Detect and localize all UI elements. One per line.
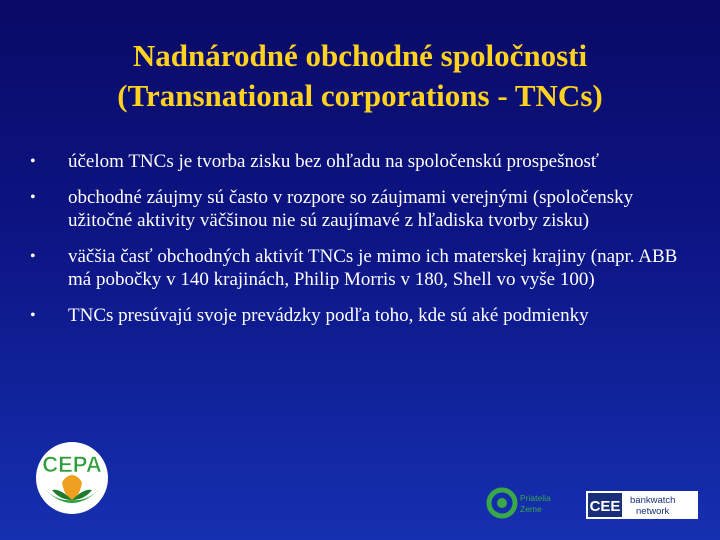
slide-title bbox=[0, 36, 720, 116]
bankwatch-cee-text: CEE bbox=[589, 498, 621, 515]
bullet-text: TNCs presúvajú svoje prevádzky podľa toho, kde sú aké podmienky bbox=[68, 304, 589, 326]
priatelia-zeme-text-1: Priatelia bbox=[520, 493, 551, 503]
priatelia-zeme-logo bbox=[486, 486, 578, 520]
bankwatch-text-1: bankwatch bbox=[630, 495, 676, 506]
bullet-icon: • bbox=[30, 247, 36, 265]
bullet-item bbox=[30, 186, 690, 233]
bankwatch-text-2: network bbox=[636, 506, 670, 517]
title-line-1: Nadnárodné obchodné spoločnosti bbox=[132, 38, 588, 73]
bullet-icon: • bbox=[30, 188, 36, 206]
bullet-item bbox=[30, 304, 690, 328]
priatelia-zeme-text-2: Zeme bbox=[520, 504, 542, 514]
bullet-icon: • bbox=[30, 153, 36, 170]
bullet-text: obchodné záujmy sú často v rozpore so záujmami verejnými (spoločensky užitočné aktivity väčšinou nie sú zaujímavé z hľadiska tvorby zisku) bbox=[68, 186, 634, 231]
bullet-text: väčšia časť obchodných aktivít TNCs je mimo ich materskej krajiny (napr. ABB má pobočky v 140 krajinách, Philip Morris v 180, Shell vo vyše 100) bbox=[68, 245, 678, 290]
bullet-item bbox=[30, 150, 690, 174]
bullet-item bbox=[30, 245, 690, 292]
bullet-text: účelom TNCs je tvorba zisku bez ohľadu na spoločenskú prospešnosť bbox=[68, 151, 600, 172]
cepa-logo bbox=[22, 438, 120, 516]
bankwatch-logo bbox=[586, 491, 698, 519]
cepa-logo-text: CEPA bbox=[42, 452, 102, 477]
title-line-2: (Transnational corporations - TNCs) bbox=[117, 78, 603, 113]
bullet-list bbox=[30, 150, 690, 339]
bullet-icon: • bbox=[30, 306, 36, 324]
